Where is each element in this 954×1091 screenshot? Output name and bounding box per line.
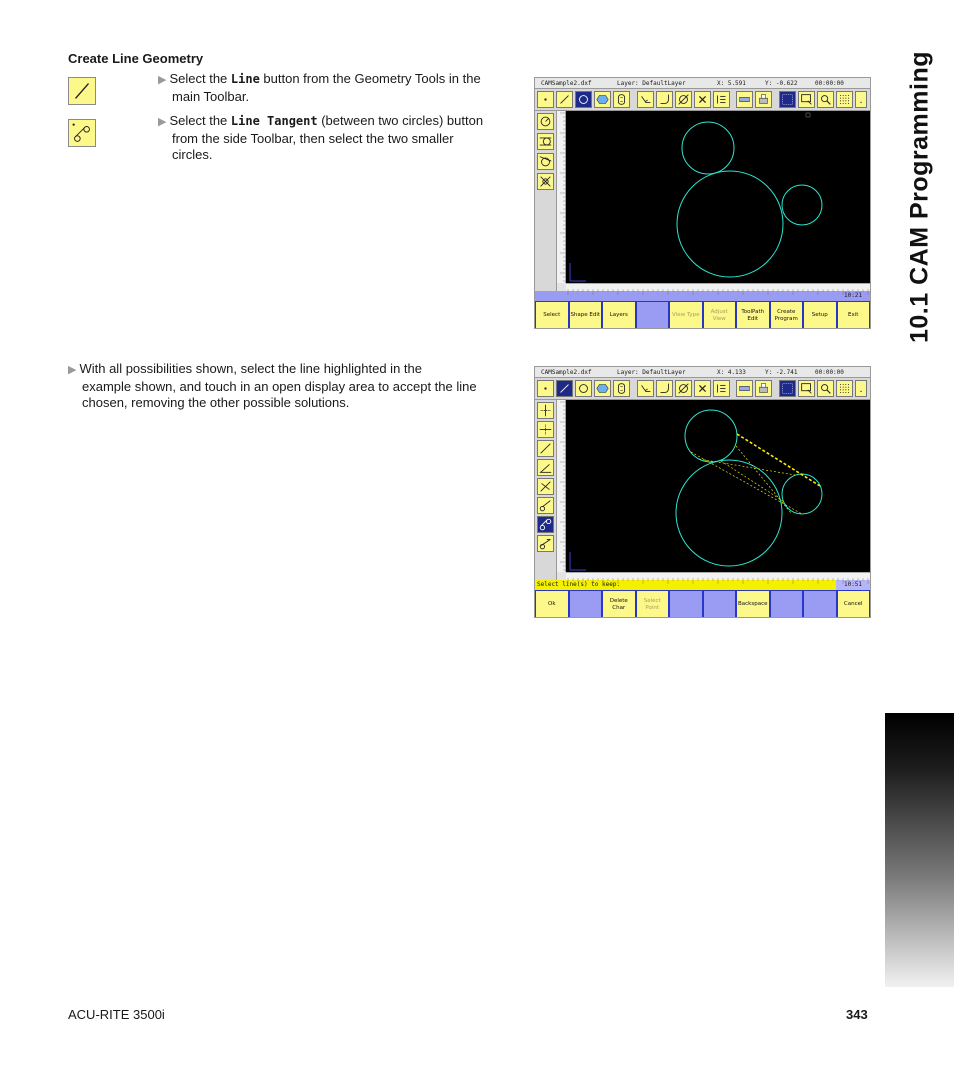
softkey-select[interactable]: Select	[535, 301, 569, 329]
softkey-blank	[803, 590, 837, 618]
softkey-blank	[669, 590, 703, 618]
snap-grid-button[interactable]	[836, 380, 853, 397]
measure-tool-button[interactable]	[736, 380, 753, 397]
main-toolbar	[535, 378, 870, 400]
delete-tool-button[interactable]	[694, 380, 711, 397]
softkey-blank	[636, 301, 670, 329]
section-title: Create Line Geometry	[68, 51, 204, 66]
screen-2	[534, 366, 871, 618]
circle-tangent-icon[interactable]	[537, 133, 554, 150]
zoom-window-button[interactable]	[798, 91, 815, 108]
line-tool-icon	[68, 77, 96, 105]
circle-small-right[interactable]	[782, 185, 822, 225]
horizontal-ruler	[566, 572, 871, 580]
softkey-layers[interactable]: Layers	[602, 301, 636, 329]
softkey-setup[interactable]: Setup	[803, 301, 837, 329]
line-perpendicular-icon[interactable]	[537, 478, 554, 495]
zoom-icon[interactable]	[817, 380, 834, 397]
line-vertical-icon[interactable]	[537, 402, 554, 419]
side-toolbar	[535, 400, 557, 580]
line-tangent-circles-icon[interactable]	[537, 516, 554, 533]
softkey-bar	[535, 590, 870, 618]
chapter-title: 10.1 CAM Programming	[905, 50, 933, 344]
fillet-tool-button[interactable]	[656, 91, 673, 108]
message-bar: 10:21	[535, 291, 870, 301]
thumb-tab-gradient	[885, 713, 954, 987]
circle-three-point-icon[interactable]	[537, 153, 554, 170]
measure-tool-button[interactable]	[736, 91, 753, 108]
slot-tool-button[interactable]	[613, 91, 630, 108]
trim-tool-button[interactable]	[675, 91, 692, 108]
circle-small-right[interactable]	[782, 474, 822, 514]
line-tool-button[interactable]	[556, 91, 573, 108]
grid-view-button[interactable]	[779, 91, 796, 108]
screen-1	[534, 77, 871, 329]
line-tangent-angle-icon[interactable]	[537, 535, 554, 552]
delete-tool-button[interactable]	[694, 91, 711, 108]
softkey-select-point[interactable]: Select Point	[636, 590, 670, 618]
vertical-ruler	[557, 111, 566, 283]
zoom-window-button[interactable]	[798, 380, 815, 397]
circle-small-top[interactable]	[682, 122, 734, 174]
chapter-side-tab	[885, 38, 954, 356]
footer-page-number: 343	[846, 1007, 868, 1022]
print-tool-button[interactable]	[755, 380, 772, 397]
line-two-point-icon[interactable]	[537, 440, 554, 457]
drawing-canvas[interactable]	[566, 400, 871, 572]
softkey-blank	[703, 590, 737, 618]
cursor-marker	[806, 113, 810, 117]
grid-view-button[interactable]	[779, 380, 796, 397]
circle-tool-button[interactable]	[575, 380, 592, 397]
more-tools-button[interactable]	[855, 91, 867, 108]
softkey-bar	[535, 301, 870, 329]
footer-product: ACU-RITE 3500i	[68, 1007, 165, 1022]
snap-grid-button[interactable]	[836, 91, 853, 108]
circle-small-top[interactable]	[685, 410, 737, 462]
circle-radius-icon[interactable]	[537, 113, 554, 130]
softkey-backspace[interactable]: Backspace	[736, 590, 770, 618]
softkey-toolpath-edit[interactable]: ToolPath Edit	[736, 301, 770, 329]
circle-large[interactable]	[676, 460, 782, 566]
line-horizontal-icon[interactable]	[537, 421, 554, 438]
softkey-exit[interactable]: Exit	[837, 301, 871, 329]
polygon-tool-button[interactable]	[594, 380, 611, 397]
highlighted-tangent-line[interactable]	[737, 434, 820, 486]
step-arrow-icon: ▶	[158, 74, 167, 86]
slot-tool-button[interactable]	[613, 380, 630, 397]
drawing-canvas[interactable]	[566, 111, 871, 283]
chamfer-tool-button[interactable]	[637, 91, 654, 108]
circle-large[interactable]	[677, 171, 783, 277]
softkey-cancel[interactable]: Cancel	[837, 590, 871, 618]
softkey-view-type[interactable]: View Type	[669, 301, 703, 329]
tangent-line-option[interactable]	[721, 461, 783, 501]
softkey-create-program[interactable]: Create Program	[770, 301, 804, 329]
more-tools-button[interactable]	[855, 380, 867, 397]
trim-tool-button[interactable]	[675, 380, 692, 397]
message-bar: Select line(s) to keep. 10:51	[535, 580, 870, 590]
fillet-tool-button[interactable]	[656, 380, 673, 397]
list-tool-button[interactable]	[713, 380, 730, 397]
point-tool-button[interactable]	[537, 91, 554, 108]
line-tangent-icon	[68, 119, 96, 147]
point-tool-button[interactable]	[537, 380, 554, 397]
step-arrow-icon: ▶	[68, 364, 77, 376]
step-1-text: ▶ Select the Line button from the Geometry Tools in the main Toolbar.	[158, 71, 481, 104]
polygon-tool-button[interactable]	[594, 91, 611, 108]
step-2-text: ▶ Select the Line Tangent (between two circles) button from the side Toolbar, then select the two smaller circles.	[158, 113, 484, 162]
softkey-shape-edit[interactable]: Shape Edit	[569, 301, 603, 329]
line-tangent-point-icon[interactable]	[537, 497, 554, 514]
step-3-text: ▶ With all possibilities shown, select the line highlighted in the example shown, and touch in an open display area to accept the line chosen, removing the other possible solutions.	[68, 361, 477, 410]
softkey-delete-char[interactable]: Delete Char	[602, 590, 636, 618]
vertical-ruler	[557, 400, 566, 572]
softkey-blank	[770, 590, 804, 618]
softkey-adjust-view[interactable]: Adjust View	[703, 301, 737, 329]
softkey-ok[interactable]: Ok	[535, 590, 569, 618]
circle-cross-icon[interactable]	[537, 173, 554, 190]
status-bar: CAMSample2.dxf Layer: DefaultLayer X: 5.591 Y: -0.622 00:00:00	[535, 78, 870, 89]
chamfer-tool-button[interactable]	[637, 380, 654, 397]
softkey-blank	[569, 590, 603, 618]
print-tool-button[interactable]	[755, 91, 772, 108]
list-tool-button[interactable]	[713, 91, 730, 108]
step-arrow-icon: ▶	[158, 116, 167, 128]
line-tool-button[interactable]	[556, 380, 573, 397]
line-angle-icon[interactable]	[537, 459, 554, 476]
circle-tool-button[interactable]	[575, 91, 592, 108]
zoom-icon[interactable]	[817, 91, 834, 108]
horizontal-ruler	[566, 283, 871, 291]
main-toolbar	[535, 89, 870, 111]
side-toolbar	[535, 111, 557, 291]
status-bar: CAMSample2.dxf Layer: DefaultLayer X: 4.133 Y: -2.741 00:00:00	[535, 367, 870, 378]
